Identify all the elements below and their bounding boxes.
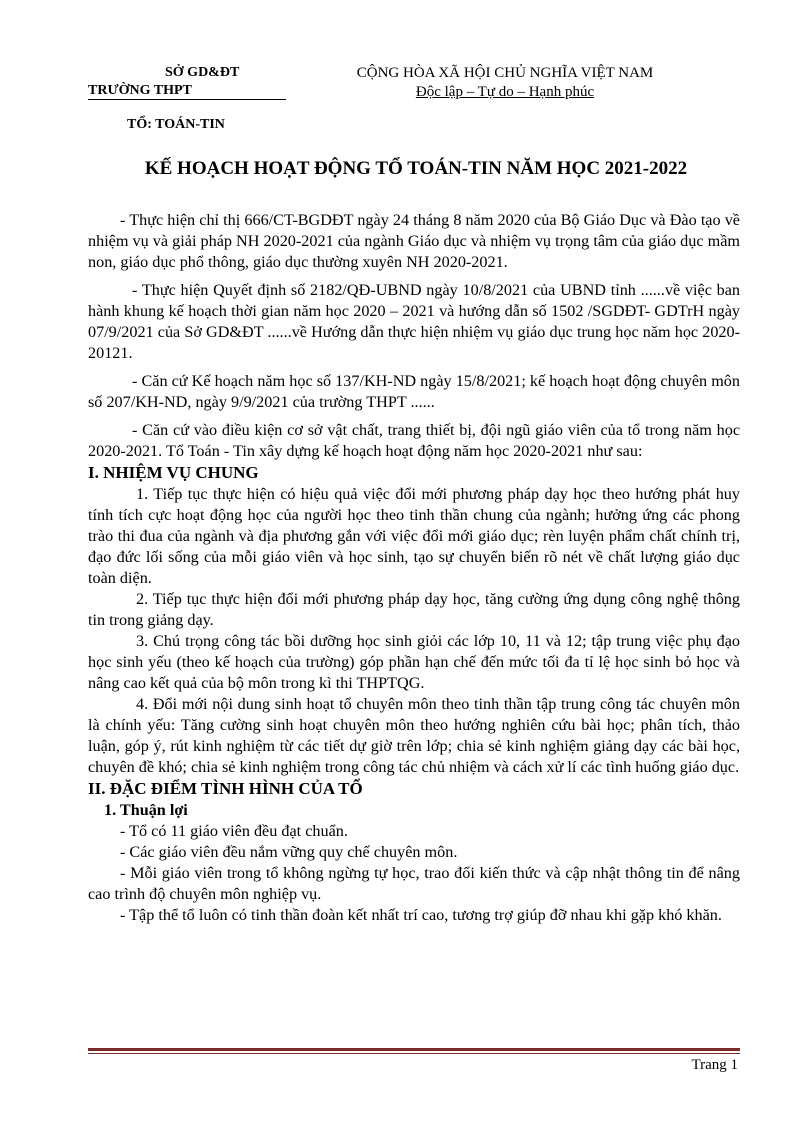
org-line-school: TRƯỜNG THPT xyxy=(88,82,286,100)
advantage-item: - Mỗi giáo viên trong tổ không ngừng tự học, trao đổi kiến thức và cập nhật thông tin để nâng cao trình độ chuyên môn nghiệp vụ. xyxy=(88,864,740,903)
task-item: 1. Tiếp tục thực hiện có hiệu quả việc đổi mới phương pháp dạy học theo hướng phát huy tính tích cực hoạt động học của người học theo tinh thần chung của ngành; hưởng ứng các phong trào thi đua của ngành và địa phương gắn với việc đổi mới giáo dục; rèn luyện phẩm chất chính trị, đạo đức lối sống của mỗi giáo viên và học sinh, tạo sự chuyển biến rõ nét về chất lượng giáo dục toàn diện. xyxy=(88,485,740,587)
advantage-item: - Tập thể tổ luôn có tinh thần đoàn kết nhất trí cao, tương trợ giúp đỡ nhau khi gặp khó khăn. xyxy=(120,906,722,924)
org-line-department-of-education: SỞ GD&ĐT xyxy=(165,65,240,80)
preamble-paragraph: - Căn cứ Kế hoạch năm học số 137/KH-ND ngày 15/8/2021; kế hoạch hoạt động chuyên môn số 207/KH-ND, ngày 9/9/2021 của trường THPT ...... xyxy=(88,372,740,411)
national-motto: Độc lập – Tự do – Hạnh phúc xyxy=(415,84,595,100)
footer-divider xyxy=(88,1048,740,1054)
preamble-paragraph: - Thực hiện Quyết định số 2182/QĐ-UBND ngày 10/8/2021 của UBND tỉnh ......về việc ban hành khung kế hoạch thời gian năm học 2020 – 2021 và hướng dẫn số 1502 /SGDĐT- GDTrH ngày 07/9/2021 của Sở GD&ĐT ......về Hướng dẫn thực hiện nhiệm vụ giáo dục trung học năm học 2020-20121. xyxy=(88,281,740,362)
task-item: 3. Chú trọng công tác bồi dưỡng học sinh giỏi các lớp 10, 11 và 12; tập trung việc phụ đạo học sinh yếu (theo kế hoạch của trường) góp phần hạn chế đến mức tối đa tỉ lệ học sinh bỏ học và nâng cao kết quả của bộ môn trong kì thi THPTQG. xyxy=(88,632,740,692)
preamble-paragraph: - Căn cứ vào điều kiện cơ sở vật chất, trang thiết bị, đội ngũ giáo viên của tổ trong năm học 2020-2021. Tổ Toán - Tin xây dựng kế hoạch hoạt động năm học 2020-2021 như sau: xyxy=(88,421,740,460)
section-heading: I. NHIỆM VỤ CHUNG xyxy=(88,463,259,482)
advantage-item: - Các giáo viên đều nắm vững quy chế chuyên môn. xyxy=(120,843,458,861)
advantage-item: - Tổ có 11 giáo viên đều đạt chuẩn. xyxy=(120,822,348,840)
org-header xyxy=(88,64,288,100)
document-body xyxy=(88,210,740,926)
national-header xyxy=(340,64,670,102)
page-number: Trang 1 xyxy=(691,1057,738,1073)
task-item: 4. Đổi mới nội dung sinh hoạt tổ chuyên môn theo tinh thần tập trung công tác chuyên môn là chính yếu: Tăng cường sinh hoạt chuyên môn theo hướng nghiên cứu bài học; phân tích, thảo luận, góp ý, rút kinh nghiệm từ các tiết dự giờ trên lớp; chia sẻ kinh nghiệm giảng dạy các bài học, chuyên đề khó; chia sẻ kinh nghiệm trong công tác chủ nhiệm và cách xử lí các tình huống giáo dục. xyxy=(88,695,740,776)
nation-name: CỘNG HÒA XÃ HỘI CHỦ NGHĨA VIỆT NAM xyxy=(356,65,654,81)
preamble-paragraph: - Thực hiện chỉ thị 666/CT-BGDĐT ngày 24 tháng 8 năm 2020 của Bộ Giáo Dục và Đào tạo về nhiệm vụ và giải pháp NH 2020-2021 của ngành Giáo dục và nhiệm vụ trọng tâm của giáo dục mầm non, giáo dục phổ thông, giáo dục thường xuyên NH 2020-2021. xyxy=(88,211,740,271)
task-item: 2. Tiếp tục thực hiện đổi mới phương pháp dạy học, tăng cường ứng dụng công nghệ thông tin trong giảng dạy. xyxy=(88,590,740,629)
subsection-heading: 1. Thuận lợi xyxy=(104,801,188,819)
section-heading: II. ĐẶC ĐIỂM TÌNH HÌNH CỦA TỔ xyxy=(88,779,363,798)
document-title: KẾ HOẠCH HOẠT ĐỘNG TỔ TOÁN-TIN NĂM HỌC 2021-2022 xyxy=(144,158,688,179)
department-label: TỔ: TOÁN-TIN xyxy=(127,117,225,132)
